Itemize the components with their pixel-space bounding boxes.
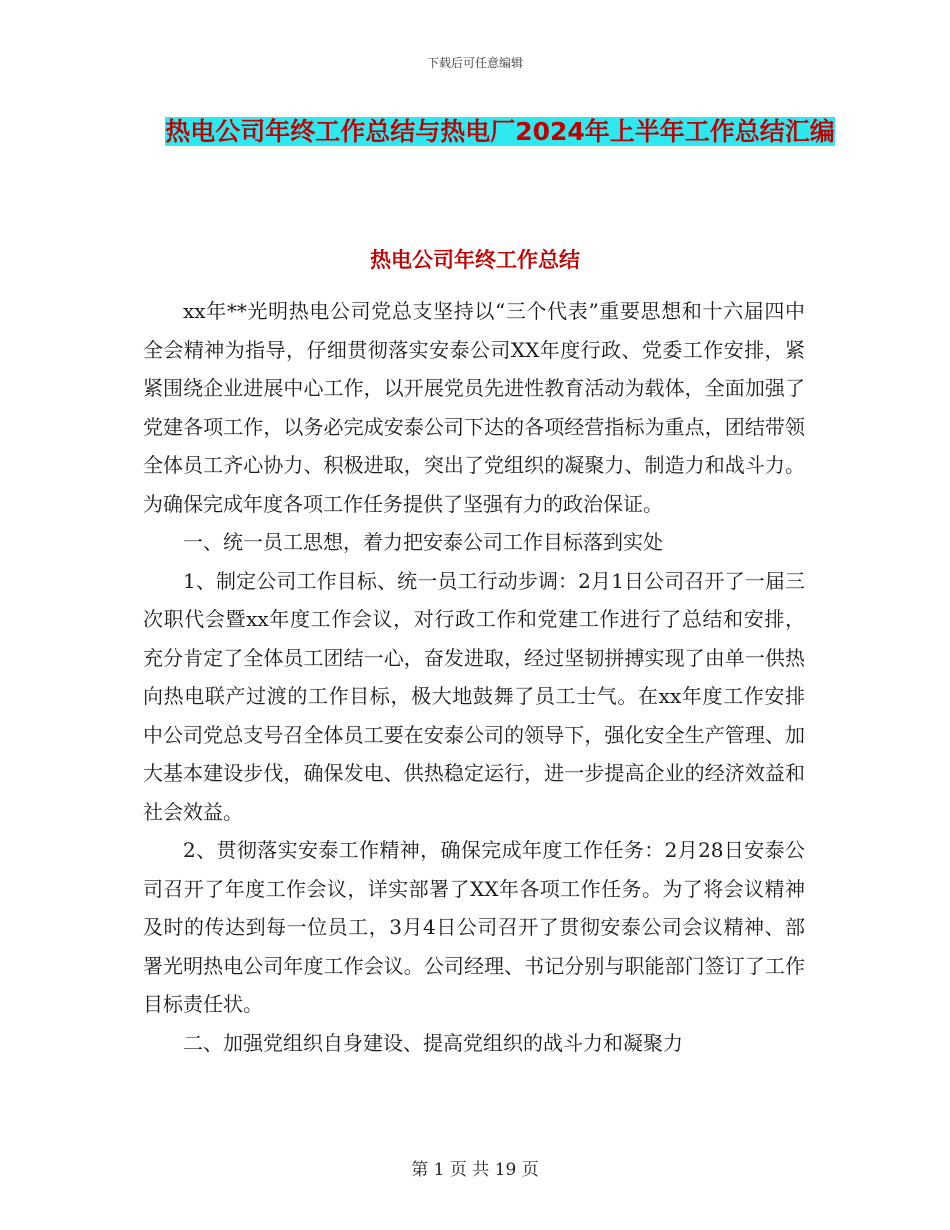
document-title-text: 热电公司年终工作总结与热电厂2024年上半年工作总结汇编 <box>165 117 835 146</box>
paragraph: 1、制定公司工作目标、统一员工行动步调：2月1日公司召开了一届三次职代会暨xx年度工作会议，对行政工作和党建工作进行了总结和安排，充分肯定了全体员工团结一心，奋发进取，经过坚韧拼搏实现了由单一供热向热电联产过渡的工作目标，极大地鼓舞了员工士气。在xx年度工作安排中公司党总支号召全体员工要在安泰公司的领导下，强化安全生产管理、加大基本建设步伐，确保发电、供热稳定运行，进一步提高企业的经济效益和社会效益。 <box>143 568 805 824</box>
paragraph: 二、加强党组织自身建设、提高党组织的战斗力和凝聚力 <box>183 1030 683 1055</box>
paragraph: 2、贯彻落实安泰工作精神，确保完成年度工作任务：2月28日安泰公司召开了年度工作会议，详实部署了XX年各项工作任务。为了将会议精神及时的传达到每一位员工，3月4日公司召开了贯彻安泰公司会议精神、部署光明热电公司年度工作会议。公司经理、书记分别与职能部门签订了工作目标责任状。 <box>143 838 805 1016</box>
paragraph: 一、统一员工思想，着力把安泰公司工作目标落到实处 <box>183 530 663 554</box>
page-header-note: 下载后可任意编辑 <box>426 56 523 70</box>
section-title: 热电公司年终工作总结 <box>370 248 580 272</box>
paragraph: xx年**光明热电公司党总支坚持以“三个代表”重要思想和十六届四中全会精神为指导，仔细贯彻落实安泰公司XX年度行政、党委工作安排，紧紧围绕企业进展中心工作，以开展党员先进性教育活动为载体，全面加强了党建各项工作，以务必完成安泰公司下达的各项经营指标为重点，团结带领全体员工齐心协力、积极进取，突出了党组织的凝聚力、制造力和战斗力。为确保完成年度各项工作任务提供了坚强有力的政治保证。 <box>143 299 805 516</box>
document-title <box>110 108 890 156</box>
document-body <box>143 292 805 1062</box>
page-number: 第 1 页 共 19 页 <box>411 1160 539 1180</box>
